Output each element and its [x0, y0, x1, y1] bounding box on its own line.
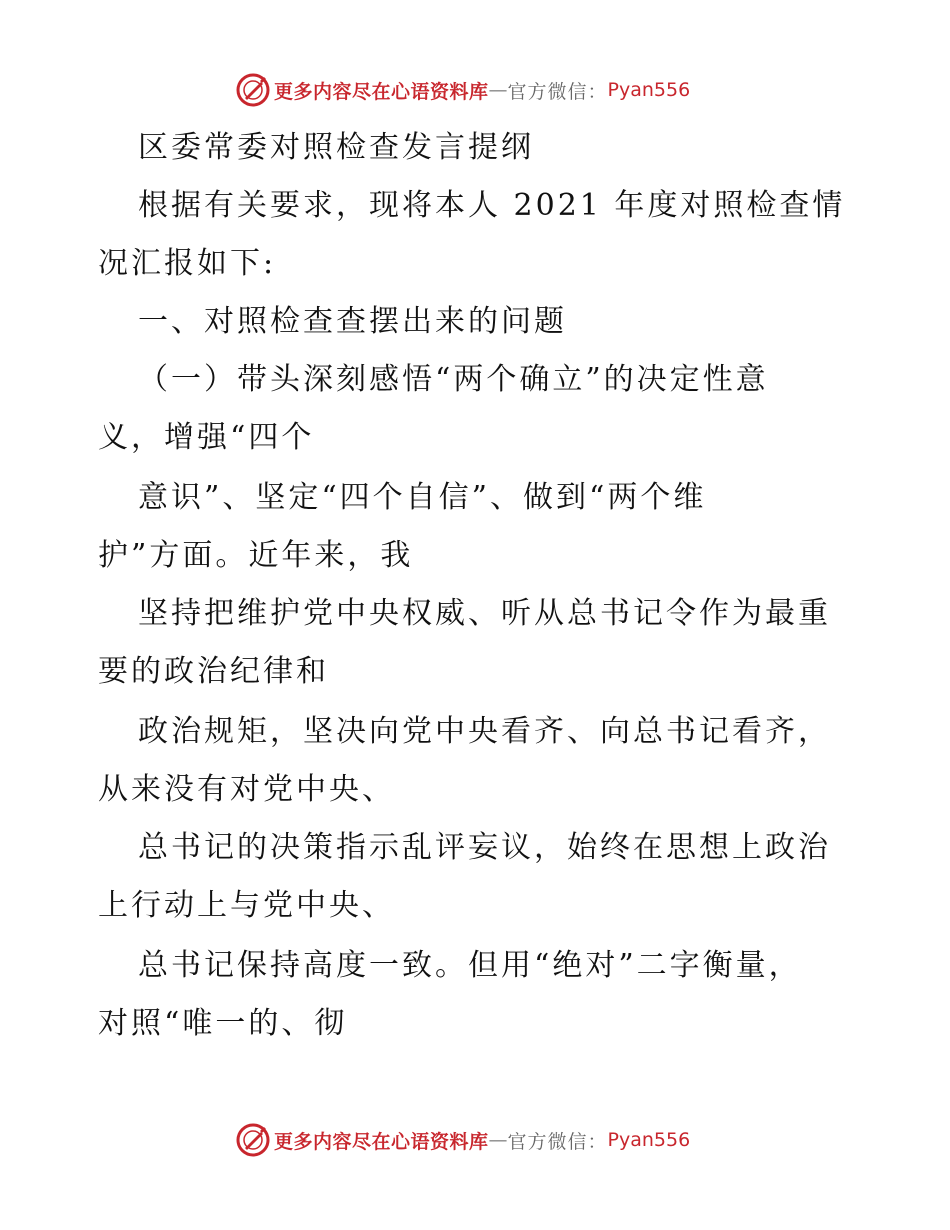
- watermark-site-text: 更多内容尽在心语资料库: [274, 1130, 489, 1153]
- paragraph-line: 护”方面。近年来，我: [98, 538, 414, 573]
- paragraph-line: 从来没有对党中央、: [98, 772, 395, 807]
- paragraph-line: 义，增强“四个: [98, 420, 315, 455]
- paragraph-line: 意识”、坚定“四个自信”、做到“两个维: [138, 480, 707, 515]
- watermark-wechat-label: 官方微信：: [507, 80, 608, 103]
- footer-watermark: [236, 1122, 690, 1158]
- paragraph-line: 总书记的决策指示乱评妄议，始终在思想上政治: [138, 830, 831, 865]
- paragraph-line: 坚持把维护党中央权威、听从总书记令作为最重: [138, 596, 831, 631]
- paragraph-line: 总书记保持高度一致。但用“绝对”二字衡量，: [138, 948, 802, 983]
- paragraph-line: 根据有关要求，现将本人 2021 年度对照检查情: [138, 188, 846, 223]
- watermark-wechat-id: Pyan556: [607, 79, 691, 101]
- watermark-dash: —: [488, 79, 508, 101]
- paragraph-line: 上行动上与党中央、: [98, 888, 395, 923]
- subsection-heading: （一）带头深刻感悟“两个确立”的决定性意: [138, 362, 769, 397]
- paragraph-line: 况汇报如下:: [98, 246, 277, 281]
- section-heading: 一、对照检查查摆出来的问题: [138, 304, 567, 339]
- watermark-logo-icon: [236, 1123, 270, 1157]
- paragraph-line: 要的政治纪律和: [98, 654, 329, 689]
- watermark-site-text: 更多内容尽在心语资料库: [274, 80, 489, 103]
- document-title: 区委常委对照检查发言提纲: [138, 130, 534, 165]
- watermark-dash: —: [488, 1129, 508, 1151]
- paragraph-line: 对照“唯一的、彻: [98, 1006, 348, 1041]
- watermark-wechat-label: 官方微信：: [507, 1130, 608, 1153]
- watermark-wechat-id: Pyan556: [607, 1129, 691, 1151]
- paragraph-line: 政治规矩，坚决向党中央看齐、向总书记看齐，: [138, 714, 831, 749]
